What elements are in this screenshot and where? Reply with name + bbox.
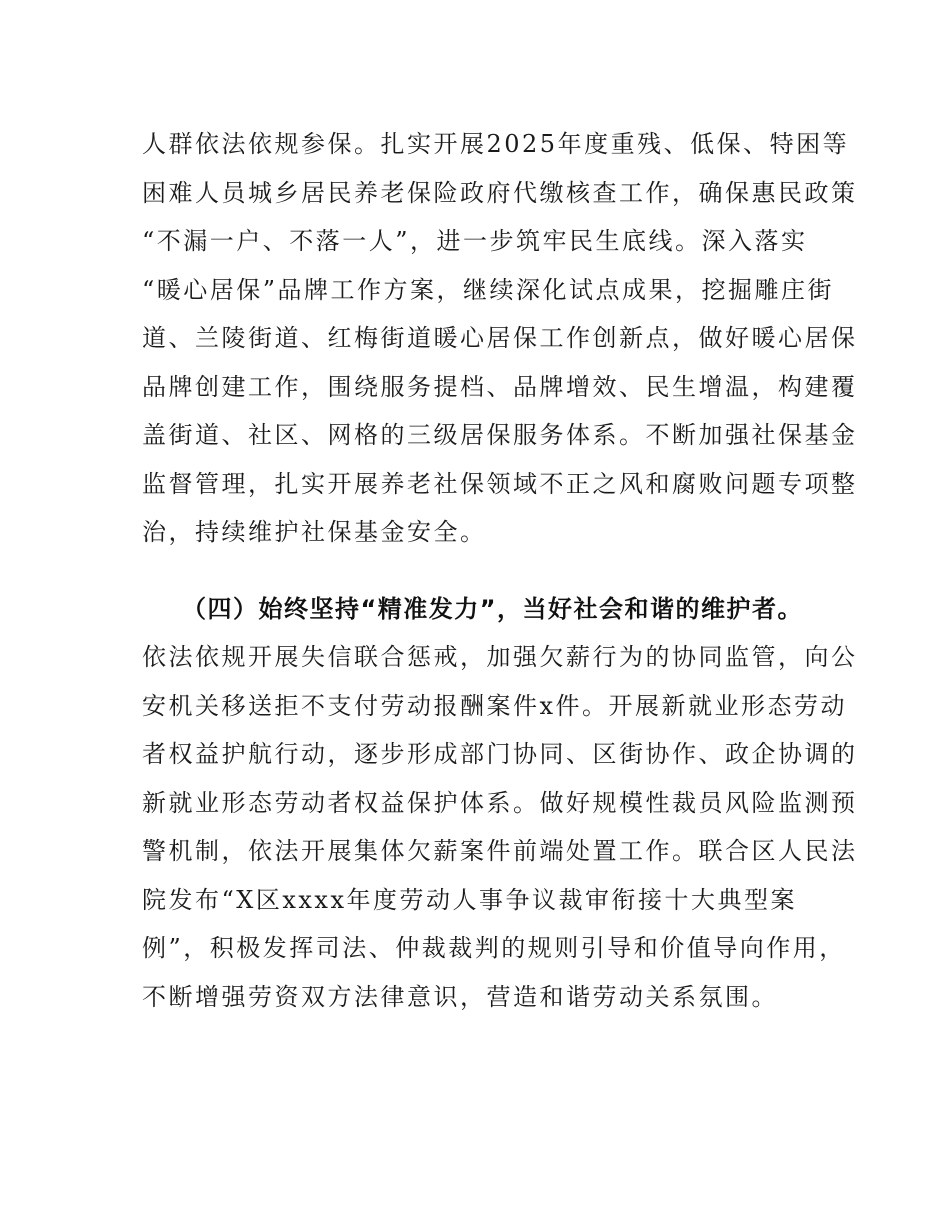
text-line: 不断增强劳资双方法律意识，营造和谐劳动关系氛围。 xyxy=(142,982,778,1011)
text-line: 例”，积极发挥司法、仲裁裁判的规则引导和价值导向作用， xyxy=(142,934,846,962)
paragraph-labor-harmony xyxy=(142,633,858,1021)
text-line: 警机制，依法开展集体欠薪案件前端处置工作。联合区人民法 xyxy=(142,837,858,865)
text-line: 监督管理，扎实开展养老社保领域不正之风和腐败问题专项整 xyxy=(142,469,858,498)
text-line: 新就业形态劳动者权益保护体系。做好规模性裁员风险监测预 xyxy=(142,788,858,817)
text-line: 安机关移送拒不支付劳动报酬案件x件。开展新就业形态劳动 xyxy=(142,691,848,720)
section-heading: （四）始终坚持“精准发力”，当好社会和谐的维护者。 xyxy=(182,595,804,623)
paragraph-residents-pension xyxy=(142,120,858,557)
text-line: 人群依法依规参保。扎实开展2025年度重残、低保、特困等 xyxy=(142,130,850,158)
text-line: 治，持续维护社保基金安全。 xyxy=(142,518,487,546)
text-line: 道、兰陵街道、红梅街道暖心居保工作创新点，做好暖心居保 xyxy=(142,324,858,352)
text-line: “不漏一户、不落一人”，进一步筑牢民生底线。深入落实 xyxy=(142,227,808,255)
text-line: 依法依规开展失信联合惩戒，加强欠薪行为的协同监管，向公 xyxy=(142,643,858,671)
text-line: 者权益护航行动，逐步形成部门协同、区街协作、政企协调的 xyxy=(142,740,858,768)
text-line: 院发布“X区xxxx年度劳动人事争议裁审衔接十大典型案 xyxy=(142,885,797,914)
text-line: 困难人员城乡居民养老保险政府代缴核查工作，确保惠民政策 xyxy=(142,178,858,207)
text-line: 盖街道、社区、网格的三级居保服务体系。不断加强社保基金 xyxy=(142,421,858,449)
text-line: 品牌创建工作，围绕服务提档、品牌增效、民生增温，构建覆 xyxy=(142,372,858,401)
text-line: “暖心居保”品牌工作方案，继续深化试点成果，挖掘雕庄街 xyxy=(142,275,835,304)
